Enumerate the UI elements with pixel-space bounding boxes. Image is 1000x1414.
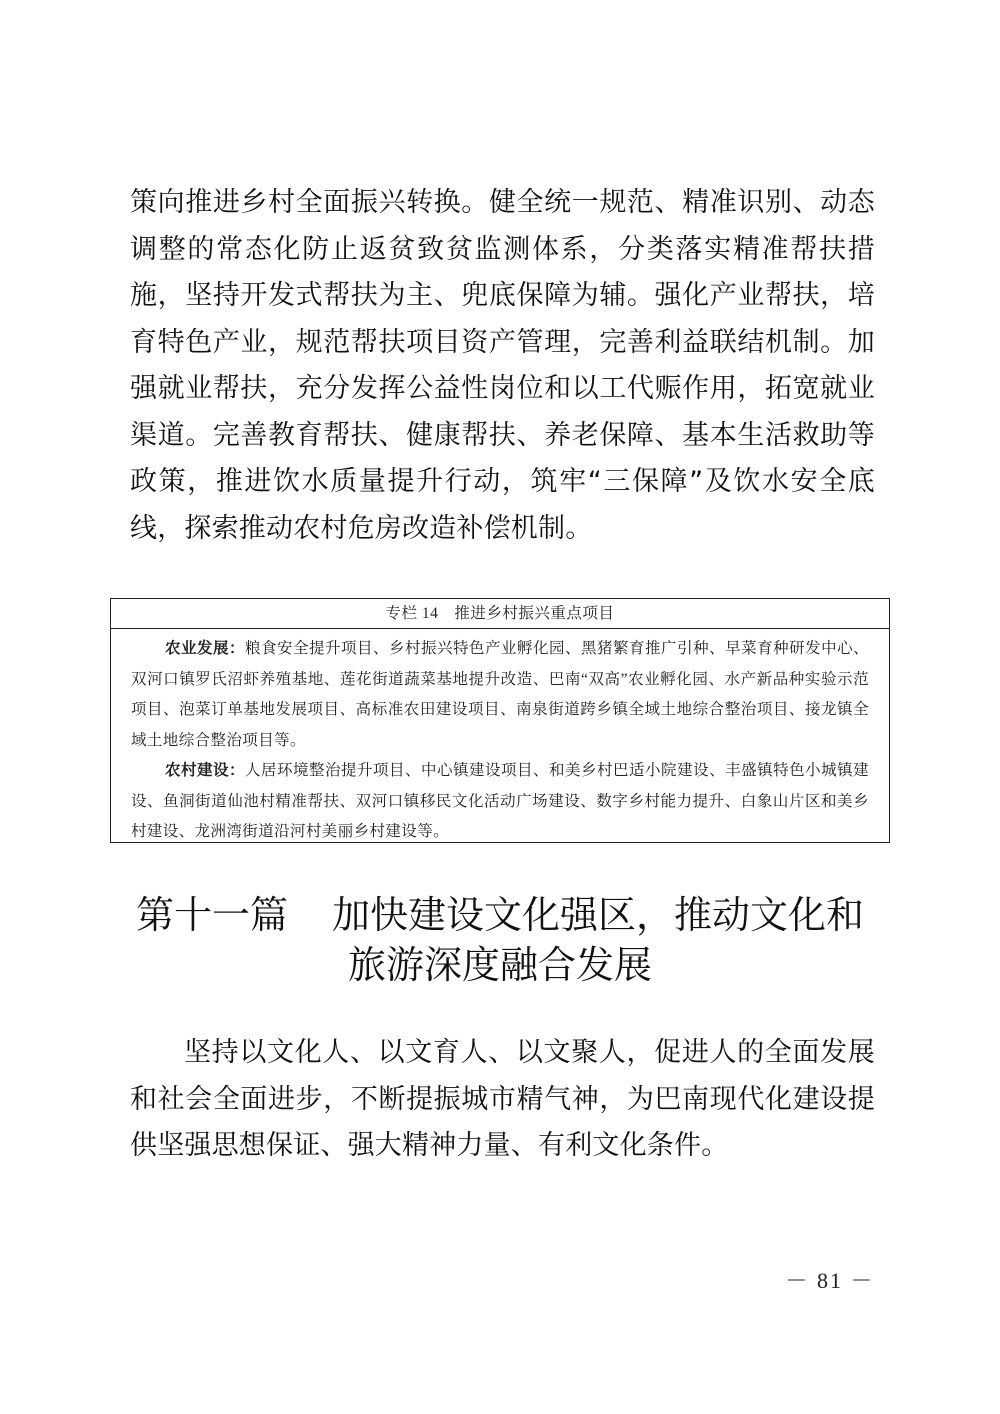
page-number: － 81 － [785,1268,875,1293]
body-paragraph-1: 策向推进乡村全面振兴转换。健全统一规范、精准识别、动态调整的常态化防止返贫致贫监测体系，分类落实精准帮扶措施，坚持开发式帮扶为主、兜底保障为辅。强化产业帮扶，培育特色产业，规范帮扶项目资产管理，完善利益联结机制。加强就业帮扶，充分发挥公益性岗位和以工代赈作用，拓宽就业渠道。完善教育帮扶、健康帮扶、养老保障、基本生活救助等政策，推进饮水质量提升行动，筑牢“三保障”及饮水安全底线，探索推动农村危房改造补偿机制。 [130,187,875,544]
rural-text: 人居环境整治提升项目、中心镇建设项目、和美乡村巴适小院建设、丰盛镇特色小城镇建设、鱼洞街道仙池村精准帮扶、双河口镇移民文化活动广场建设、数字乡村能力提升、白象山片区和美乡村建设、龙洲湾街道沿河村美丽乡村建设等。 [131,762,869,840]
agriculture-text: 粮食安全提升项目、乡村振兴特色产业孵化园、黑猪繁育推广引种、早菜育种研发中心、双河口镇罗氏沼虾养殖基地、莲花街道蔬菜基地提升改造、巴南“双高”农业孵化园、水产新品种实验示范项目、泡菜订单基地发展项目、高标准农田建设项目、南泉街道跨乡镇全域土地综合整治项目、接龙镇全域土地综合整治项目等。 [131,640,869,749]
rural-label: 农村建设： [165,762,246,779]
body-paragraph-2: 坚持以文化人、以文育人、以文聚人，促进人的全面发展和社会全面进步，不断提振城市精气神，为巴南现代化建设提供坚强思想保证、强大精神力量、有利文化条件。 [130,1037,875,1161]
box-agriculture-paragraph [131,634,869,756]
chapter-heading [100,890,900,990]
box-rural-paragraph [131,756,869,848]
heading-line-1 [100,890,900,940]
chapter-title-line-2: 旅游深度融合发展 [347,943,652,987]
box-title: 专栏 14 推进乡村振兴重点项目 [111,599,889,629]
box-body [111,629,889,848]
agriculture-label: 农业发展： [165,640,246,657]
chapter-title-line-1: 加快建设文化强区，推动文化和 [332,893,865,937]
project-column-box [110,598,890,843]
chapter-number: 第十一篇 [135,893,288,937]
